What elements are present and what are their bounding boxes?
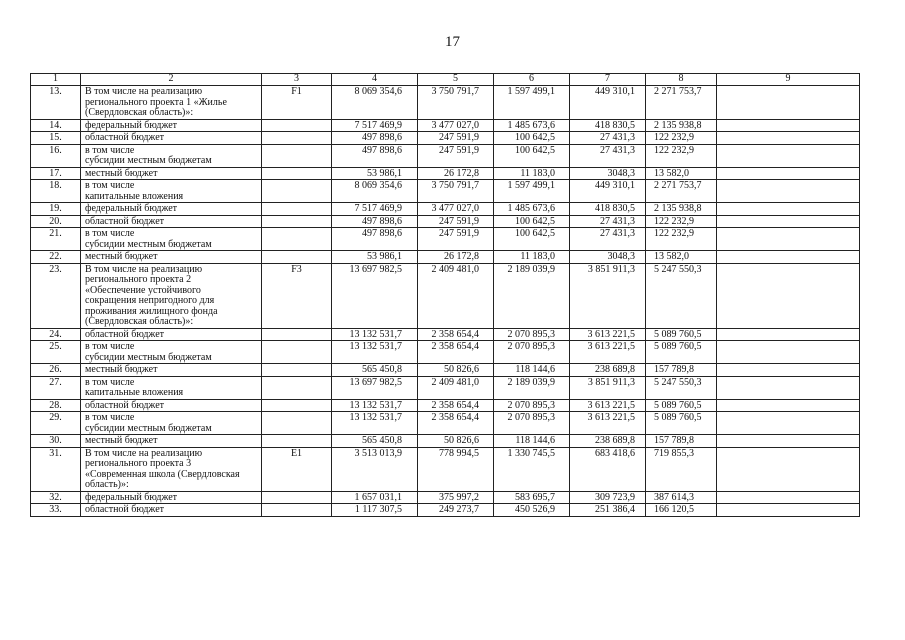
- column-header: 2: [81, 74, 262, 86]
- amount-cell: 27 431,3: [570, 144, 646, 167]
- amount-cell: 100 642,5: [494, 132, 570, 145]
- note-cell: [717, 180, 860, 203]
- amount-cell: 497 898,6: [332, 228, 418, 251]
- amount-cell: 13 132 531,7: [332, 328, 418, 341]
- amount-cell: 118 144,6: [494, 364, 570, 377]
- amount-cell: 7 517 469,9: [332, 119, 418, 132]
- amount-cell: 2 409 481,0: [418, 376, 494, 399]
- table-row: [31, 447, 860, 491]
- item-name-cell: В том числе на реализацию регионального проекта 3 «Современная школа (Свердловская область)»:: [81, 447, 262, 491]
- item-name-cell: местный бюджет: [81, 364, 262, 377]
- table-row: [31, 144, 860, 167]
- amount-cell: 1 597 499,1: [494, 180, 570, 203]
- amount-cell: 3 477 027,0: [418, 119, 494, 132]
- project-code-cell: [262, 180, 332, 203]
- amount-cell: 719 855,3: [646, 447, 717, 491]
- column-header: 7: [570, 74, 646, 86]
- item-name-cell: в том числе субсидии местным бюджетам: [81, 144, 262, 167]
- note-cell: [717, 215, 860, 228]
- project-code-cell: [262, 399, 332, 412]
- amount-cell: 1 657 031,1: [332, 491, 418, 504]
- amount-cell: 497 898,6: [332, 215, 418, 228]
- table-row: [31, 180, 860, 203]
- row-number-cell: 15.: [31, 132, 81, 145]
- project-code-cell: [262, 435, 332, 448]
- amount-cell: 2 409 481,0: [418, 263, 494, 328]
- table-row: [31, 119, 860, 132]
- column-header: 9: [717, 74, 860, 86]
- row-number-cell: 28.: [31, 399, 81, 412]
- table-row: [31, 364, 860, 377]
- amount-cell: 2 135 938,8: [646, 203, 717, 216]
- amount-cell: 2 358 654,4: [418, 399, 494, 412]
- amount-cell: 7 517 469,9: [332, 203, 418, 216]
- table-row: [31, 132, 860, 145]
- amount-cell: 50 826,6: [418, 435, 494, 448]
- column-header: 1: [31, 74, 81, 86]
- amount-cell: 5 089 760,5: [646, 341, 717, 364]
- note-cell: [717, 491, 860, 504]
- amount-cell: 418 830,5: [570, 119, 646, 132]
- amount-cell: 1 485 673,6: [494, 119, 570, 132]
- note-cell: [717, 263, 860, 328]
- amount-cell: 26 172,8: [418, 251, 494, 264]
- amount-cell: 50 826,6: [418, 364, 494, 377]
- project-code-cell: [262, 144, 332, 167]
- note-cell: [717, 447, 860, 491]
- amount-cell: 3 750 791,7: [418, 86, 494, 120]
- row-number-cell: 18.: [31, 180, 81, 203]
- item-name-cell: местный бюджет: [81, 435, 262, 448]
- table-row: [31, 228, 860, 251]
- item-name-cell: в том числе капитальные вложения: [81, 180, 262, 203]
- project-code-cell: [262, 376, 332, 399]
- amount-cell: 5 089 760,5: [646, 399, 717, 412]
- row-number-cell: 16.: [31, 144, 81, 167]
- column-header: 8: [646, 74, 717, 86]
- project-code-cell: [262, 504, 332, 517]
- table-row: [31, 435, 860, 448]
- item-name-cell: местный бюджет: [81, 167, 262, 180]
- amount-cell: 13 697 982,5: [332, 376, 418, 399]
- table-row: [31, 203, 860, 216]
- amount-cell: 418 830,5: [570, 203, 646, 216]
- item-name-cell: федеральный бюджет: [81, 491, 262, 504]
- row-number-cell: 17.: [31, 167, 81, 180]
- note-cell: [717, 132, 860, 145]
- amount-cell: 450 526,9: [494, 504, 570, 517]
- item-name-cell: федеральный бюджет: [81, 119, 262, 132]
- project-code-cell: [262, 491, 332, 504]
- item-name-cell: местный бюджет: [81, 251, 262, 264]
- amount-cell: 375 997,2: [418, 491, 494, 504]
- amount-cell: 53 986,1: [332, 167, 418, 180]
- column-number-row: [31, 74, 860, 86]
- table-row: [31, 251, 860, 264]
- row-number-cell: 19.: [31, 203, 81, 216]
- note-cell: [717, 228, 860, 251]
- amount-cell: 100 642,5: [494, 144, 570, 167]
- project-code-cell: [262, 215, 332, 228]
- table-row: [31, 328, 860, 341]
- column-header: 3: [262, 74, 332, 86]
- item-name-cell: в том числе субсидии местным бюджетам: [81, 412, 262, 435]
- project-code-cell: F3: [262, 263, 332, 328]
- table-row: [31, 341, 860, 364]
- amount-cell: 100 642,5: [494, 215, 570, 228]
- item-name-cell: В том числе на реализацию регионального проекта 1 «Жилье (Свердловская область)»:: [81, 86, 262, 120]
- amount-cell: 3 613 221,5: [570, 399, 646, 412]
- amount-cell: 2 189 039,9: [494, 263, 570, 328]
- amount-cell: 309 723,9: [570, 491, 646, 504]
- amount-cell: 565 450,8: [332, 435, 418, 448]
- amount-cell: 2 070 895,3: [494, 328, 570, 341]
- note-cell: [717, 412, 860, 435]
- note-cell: [717, 328, 860, 341]
- amount-cell: 27 431,3: [570, 228, 646, 251]
- amount-cell: 8 069 354,6: [332, 86, 418, 120]
- amount-cell: 3 613 221,5: [570, 341, 646, 364]
- amount-cell: 13 582,0: [646, 251, 717, 264]
- amount-cell: 27 431,3: [570, 132, 646, 145]
- amount-cell: 13 582,0: [646, 167, 717, 180]
- amount-cell: 3048,3: [570, 167, 646, 180]
- amount-cell: 3 750 791,7: [418, 180, 494, 203]
- amount-cell: 251 386,4: [570, 504, 646, 517]
- amount-cell: 249 273,7: [418, 504, 494, 517]
- amount-cell: 1 330 745,5: [494, 447, 570, 491]
- amount-cell: 11 183,0: [494, 251, 570, 264]
- note-cell: [717, 144, 860, 167]
- amount-cell: 387 614,3: [646, 491, 717, 504]
- table-row: [31, 167, 860, 180]
- note-cell: [717, 167, 860, 180]
- row-number-cell: 22.: [31, 251, 81, 264]
- row-number-cell: 31.: [31, 447, 81, 491]
- amount-cell: 118 144,6: [494, 435, 570, 448]
- amount-cell: 122 232,9: [646, 228, 717, 251]
- amount-cell: 247 591,9: [418, 228, 494, 251]
- project-code-cell: F1: [262, 86, 332, 120]
- item-name-cell: в том числе субсидии местным бюджетам: [81, 341, 262, 364]
- amount-cell: 13 132 531,7: [332, 341, 418, 364]
- note-cell: [717, 86, 860, 120]
- amount-cell: 2 189 039,9: [494, 376, 570, 399]
- project-code-cell: [262, 364, 332, 377]
- amount-cell: 166 120,5: [646, 504, 717, 517]
- amount-cell: 2 271 753,7: [646, 86, 717, 120]
- amount-cell: 2 135 938,8: [646, 119, 717, 132]
- amount-cell: 13 132 531,7: [332, 412, 418, 435]
- amount-cell: 247 591,9: [418, 215, 494, 228]
- amount-cell: 2 070 895,3: [494, 341, 570, 364]
- amount-cell: 2 271 753,7: [646, 180, 717, 203]
- amount-cell: 157 789,8: [646, 435, 717, 448]
- amount-cell: 497 898,6: [332, 132, 418, 145]
- amount-cell: 13 132 531,7: [332, 399, 418, 412]
- item-name-cell: областной бюджет: [81, 328, 262, 341]
- project-code-cell: [262, 251, 332, 264]
- project-code-cell: [262, 167, 332, 180]
- column-header: 5: [418, 74, 494, 86]
- amount-cell: 238 689,8: [570, 435, 646, 448]
- table-row: [31, 412, 860, 435]
- amount-cell: 2 358 654,4: [418, 328, 494, 341]
- note-cell: [717, 251, 860, 264]
- amount-cell: 583 695,7: [494, 491, 570, 504]
- amount-cell: 497 898,6: [332, 144, 418, 167]
- amount-cell: 3 513 013,9: [332, 447, 418, 491]
- amount-cell: 449 310,1: [570, 86, 646, 120]
- amount-cell: 3 851 911,3: [570, 263, 646, 328]
- table-row: [31, 86, 860, 120]
- table-row: [31, 491, 860, 504]
- amount-cell: 565 450,8: [332, 364, 418, 377]
- item-name-cell: областной бюджет: [81, 132, 262, 145]
- amount-cell: 1 117 307,5: [332, 504, 418, 517]
- row-number-cell: 32.: [31, 491, 81, 504]
- amount-cell: 8 069 354,6: [332, 180, 418, 203]
- budget-table: [30, 73, 860, 517]
- note-cell: [717, 364, 860, 377]
- note-cell: [717, 399, 860, 412]
- amount-cell: 122 232,9: [646, 132, 717, 145]
- amount-cell: 3 851 911,3: [570, 376, 646, 399]
- row-number-cell: 23.: [31, 263, 81, 328]
- amount-cell: 5 089 760,5: [646, 412, 717, 435]
- amount-cell: 27 431,3: [570, 215, 646, 228]
- amount-cell: 100 642,5: [494, 228, 570, 251]
- amount-cell: 2 358 654,4: [418, 412, 494, 435]
- project-code-cell: E1: [262, 447, 332, 491]
- project-code-cell: [262, 412, 332, 435]
- amount-cell: 5 247 550,3: [646, 376, 717, 399]
- row-number-cell: 27.: [31, 376, 81, 399]
- table-row: [31, 215, 860, 228]
- item-name-cell: в том числе субсидии местным бюджетам: [81, 228, 262, 251]
- row-number-cell: 26.: [31, 364, 81, 377]
- note-cell: [717, 203, 860, 216]
- item-name-cell: в том числе капитальные вложения: [81, 376, 262, 399]
- item-name-cell: федеральный бюджет: [81, 203, 262, 216]
- amount-cell: 1 597 499,1: [494, 86, 570, 120]
- note-cell: [717, 119, 860, 132]
- amount-cell: 3 477 027,0: [418, 203, 494, 216]
- row-number-cell: 20.: [31, 215, 81, 228]
- note-cell: [717, 376, 860, 399]
- amount-cell: 778 994,5: [418, 447, 494, 491]
- amount-cell: 53 986,1: [332, 251, 418, 264]
- amount-cell: 238 689,8: [570, 364, 646, 377]
- amount-cell: 449 310,1: [570, 180, 646, 203]
- amount-cell: 13 697 982,5: [332, 263, 418, 328]
- note-cell: [717, 341, 860, 364]
- item-name-cell: областной бюджет: [81, 504, 262, 517]
- item-name-cell: областной бюджет: [81, 215, 262, 228]
- amount-cell: 247 591,9: [418, 132, 494, 145]
- amount-cell: 3 613 221,5: [570, 328, 646, 341]
- item-name-cell: В том числе на реализацию регионального проекта 2 «Обеспечение устойчивого сокращения непригодного для проживания жилищного фонда (Свердловская область)»:: [81, 263, 262, 328]
- project-code-cell: [262, 328, 332, 341]
- amount-cell: 683 418,6: [570, 447, 646, 491]
- project-code-cell: [262, 341, 332, 364]
- row-number-cell: 21.: [31, 228, 81, 251]
- project-code-cell: [262, 119, 332, 132]
- row-number-cell: 24.: [31, 328, 81, 341]
- amount-cell: 122 232,9: [646, 144, 717, 167]
- note-cell: [717, 435, 860, 448]
- amount-cell: 11 183,0: [494, 167, 570, 180]
- project-code-cell: [262, 228, 332, 251]
- amount-cell: 2 070 895,3: [494, 399, 570, 412]
- amount-cell: 157 789,8: [646, 364, 717, 377]
- table-row: [31, 399, 860, 412]
- amount-cell: 122 232,9: [646, 215, 717, 228]
- amount-cell: 1 485 673,6: [494, 203, 570, 216]
- amount-cell: 5 089 760,5: [646, 328, 717, 341]
- amount-cell: 3 613 221,5: [570, 412, 646, 435]
- amount-cell: 3048,3: [570, 251, 646, 264]
- column-header: 4: [332, 74, 418, 86]
- page-number: 17: [445, 34, 460, 50]
- table-row: [31, 376, 860, 399]
- amount-cell: 5 247 550,3: [646, 263, 717, 328]
- amount-cell: 2 070 895,3: [494, 412, 570, 435]
- column-header: 6: [494, 74, 570, 86]
- amount-cell: 26 172,8: [418, 167, 494, 180]
- row-number-cell: 14.: [31, 119, 81, 132]
- table-row: [31, 263, 860, 328]
- item-name-cell: областной бюджет: [81, 399, 262, 412]
- row-number-cell: 29.: [31, 412, 81, 435]
- row-number-cell: 30.: [31, 435, 81, 448]
- row-number-cell: 13.: [31, 86, 81, 120]
- table-row: [31, 504, 860, 517]
- amount-cell: 247 591,9: [418, 144, 494, 167]
- note-cell: [717, 504, 860, 517]
- row-number-cell: 25.: [31, 341, 81, 364]
- project-code-cell: [262, 132, 332, 145]
- amount-cell: 2 358 654,4: [418, 341, 494, 364]
- row-number-cell: 33.: [31, 504, 81, 517]
- project-code-cell: [262, 203, 332, 216]
